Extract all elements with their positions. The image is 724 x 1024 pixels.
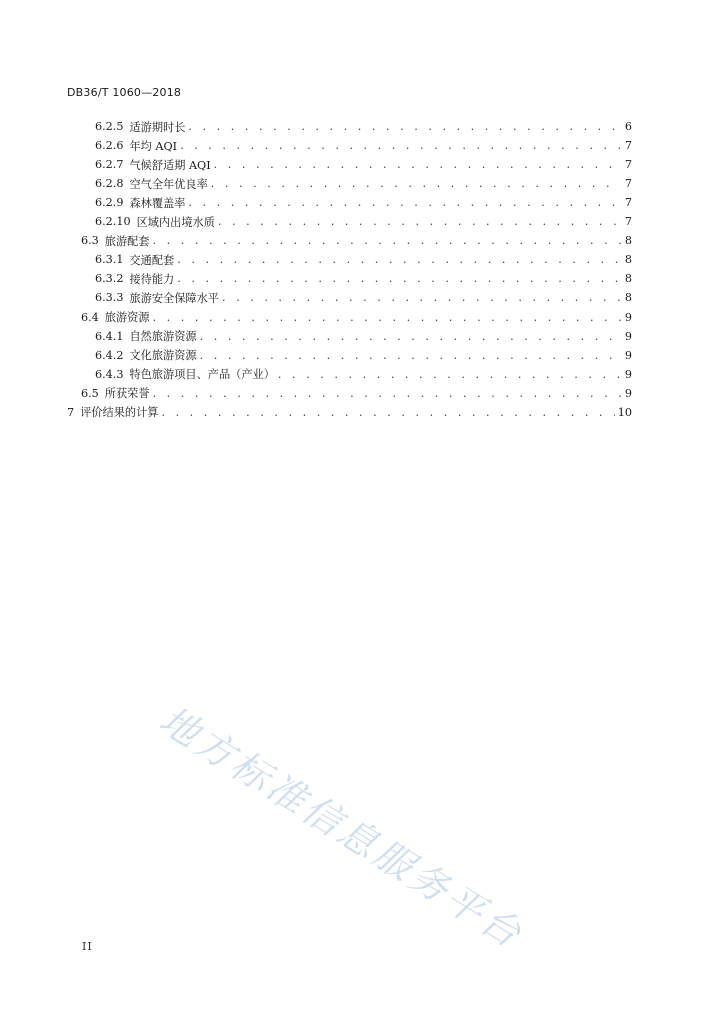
toc-entry-number: 6.4.2 [95,348,124,362]
toc-entry[interactable] [0,231,632,250]
toc-entry[interactable] [0,269,632,288]
toc-entry-title: 适游期时长 [129,120,186,134]
toc-entry-number: 6.2.7 [95,158,124,172]
toc-entry-page: 7 [624,196,632,210]
toc-entry-page: 7 [624,177,632,191]
toc-entry-page: 10 [617,405,632,419]
toc-entry-number: 6.2.8 [95,177,124,191]
toc-entry[interactable] [0,250,632,269]
toc-entry[interactable] [0,327,632,346]
toc-entry[interactable] [0,212,632,231]
toc-leader-dots [180,139,621,152]
toc-entry-number: 6.4.1 [95,329,124,343]
toc-entry-title: 森林覆盖率 [129,196,186,210]
toc-entry[interactable] [0,155,632,174]
watermark-text: 地方标准信息服务平台 [151,697,532,958]
toc-leader-dots [161,406,614,419]
toc-entry-number: 6.5 [81,386,99,400]
toc-leader-dots [177,253,621,266]
toc-entry-number: 6.3.1 [95,253,124,267]
toc-entry-title: 自然旅游资源 [129,330,197,344]
toc-entry[interactable] [0,308,632,327]
toc-entry-page: 8 [624,234,632,248]
toc-leader-dots [278,368,621,381]
toc-entry-number: 6.3.2 [95,272,124,286]
toc-entry[interactable] [0,174,632,193]
toc-entry[interactable] [0,288,632,307]
toc-entry[interactable] [0,384,632,403]
toc-entry-page: 9 [624,329,632,343]
toc-entry-number: 6.2.10 [95,215,131,229]
toc-entry-title: 文化旅游资源 [129,349,197,363]
toc-entry-page: 7 [624,215,632,229]
toc-entry-title: 评价结果的计算 [80,406,159,420]
toc-entry-page: 6 [624,120,632,133]
toc-entry-number: 6.4.3 [95,367,124,381]
toc-leader-dots [153,311,621,324]
toc-leader-dots [177,272,621,285]
toc-entry-title: 特色旅游项目、产品（产业） [129,368,275,382]
toc-entry-number: 6.2.9 [95,196,124,210]
toc-entry[interactable] [0,365,632,384]
toc-entry-title: 接待能力 [129,272,175,286]
toc-entry-number: 7 [67,405,75,419]
toc-entry-page: 9 [624,367,632,381]
toc-entry[interactable] [0,346,632,365]
toc-entry-title: 区域内出境水质 [136,215,215,229]
toc-entry-number: 6.2.6 [95,139,124,153]
toc-entry-page: 7 [624,139,632,153]
page-number: II [82,940,93,953]
toc-leader-dots [188,196,621,209]
toc-entry-page: 8 [624,272,632,286]
toc-leader-dots [214,158,621,171]
toc-entry-page: 9 [624,310,632,324]
toc-entry-number: 6.4 [81,310,99,324]
toc-entry-page: 9 [624,348,632,362]
toc-leader-dots [188,120,621,133]
toc-entry[interactable] [0,403,632,422]
toc-entry-title: 旅游安全保障水平 [129,291,219,305]
toc-leader-dots [222,291,621,304]
toc-entry-page: 7 [624,158,632,172]
toc-leader-dots [153,387,621,400]
toc-leader-dots [200,330,621,343]
toc-entry-title: 空气全年优良率 [129,177,208,191]
toc-entry-page: 8 [624,291,632,305]
toc-entry-number: 6.2.5 [95,120,124,133]
toc-entry-title: 年均 AQI [129,139,178,153]
toc-entry-number: 6.3.3 [95,291,124,305]
toc-leader-dots [153,234,621,247]
toc-leader-dots [218,215,621,228]
document-code-header: DB36/T 1060—2018 [67,86,182,99]
toc-entry-title: 交通配套 [129,253,175,267]
toc-entry-number: 6.3 [81,234,99,248]
toc-entry[interactable] [0,117,632,136]
toc-entry-page: 8 [624,253,632,267]
toc-entry-title: 气候舒适期 AQI [129,158,211,172]
toc-entry[interactable] [0,193,632,212]
toc-entry[interactable] [0,136,632,155]
toc-leader-dots [211,177,621,190]
toc-entry-title: 旅游资源 [104,311,150,324]
toc-entry-page: 9 [624,386,632,400]
toc-leader-dots [200,349,621,362]
toc-entry-title: 所获荣誉 [104,387,150,401]
toc-entry-title: 旅游配套 [104,234,150,248]
